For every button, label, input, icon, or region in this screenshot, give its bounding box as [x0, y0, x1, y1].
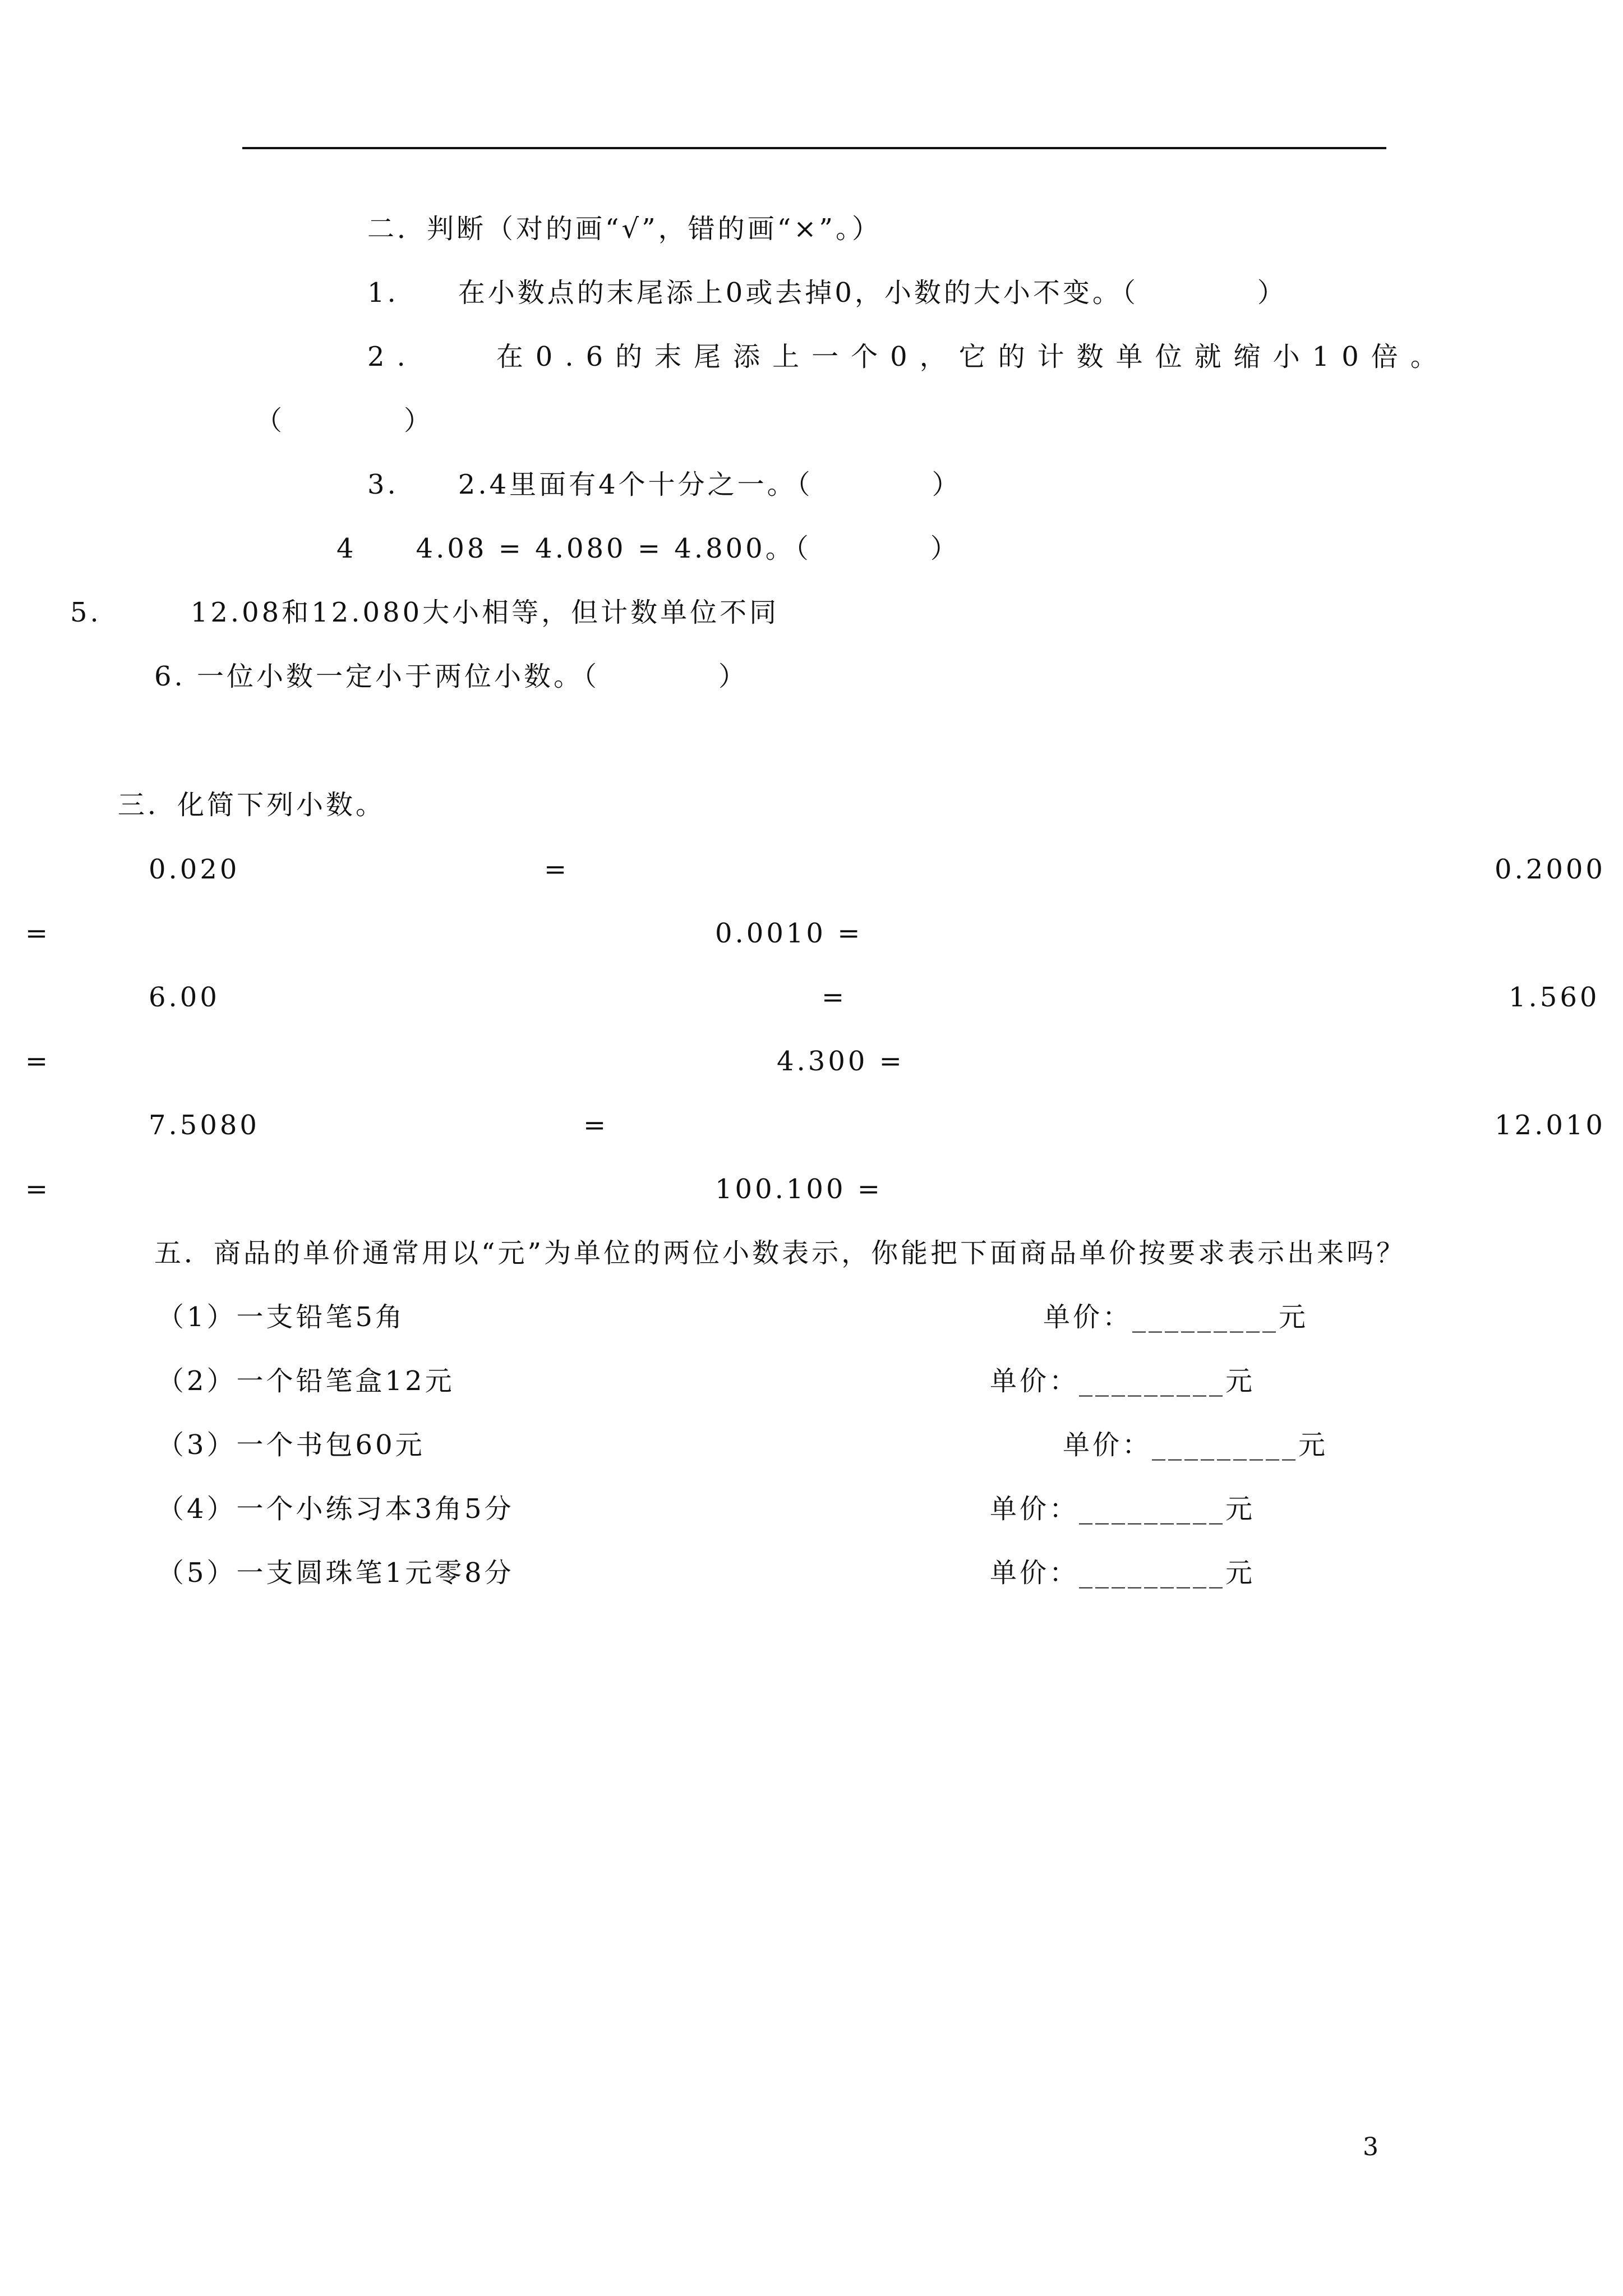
simplify-value: 6.00	[149, 982, 220, 1013]
section2-title: 二．判断（对的画“√”，错的画“×”。）	[367, 213, 882, 245]
simplify-value: 12.010	[1495, 1110, 1606, 1141]
section2-item-2-bracket: （ ）	[255, 405, 434, 436]
simplify-equals: =	[25, 918, 51, 949]
section2-item-2: 2. 在0.6的末尾添上一个0，它的计数单位就缩小10倍。	[367, 341, 1450, 372]
price-answer: 单价：_________元	[990, 1365, 1256, 1397]
section2-item-4: 4 4.08 = 4.080 = 4.800。（ ）	[336, 533, 960, 564]
simplify-equals: =	[25, 1046, 51, 1077]
price-item-label: （4）一个小练习本3角5分	[157, 1493, 514, 1525]
price-item-label: （3）一个书包60元	[157, 1429, 425, 1461]
price-answer: 单价：_________元	[990, 1493, 1256, 1525]
price-item-label: （1）一支铅笔5角	[157, 1301, 405, 1333]
simplify-equals: =	[822, 982, 847, 1013]
simplify-equals: =	[544, 854, 570, 885]
price-item-label: （2）一个铅笔盒12元	[157, 1365, 455, 1397]
simplify-value: 0.0010 =	[715, 918, 863, 949]
simplify-value: 0.020	[149, 854, 240, 885]
section2-item-6: 6. 一位小数一定小于两位小数。（ ）	[154, 661, 749, 692]
simplify-equals: =	[25, 1174, 51, 1205]
simplify-value: 100.100 =	[715, 1174, 883, 1205]
section2-item-1: 1. 在小数点的末尾添上0或去掉0，小数的大小不变。（ ）	[367, 277, 1287, 309]
price-answer: 单价：_________元	[990, 1557, 1256, 1589]
header-rule	[242, 147, 1386, 149]
section2-item-3: 3. 2.4里面有4个十分之一。（ ）	[367, 469, 962, 500]
simplify-value: 0.2000	[1495, 854, 1606, 885]
simplify-equals: =	[583, 1110, 609, 1141]
page-number: 3	[1363, 2133, 1378, 2161]
price-answer: 单价：_________元	[1063, 1429, 1329, 1461]
simplify-value: 4.300 =	[777, 1046, 905, 1077]
price-item-label: （5）一支圆珠笔1元零8分	[157, 1557, 514, 1589]
simplify-value: 1.560	[1509, 982, 1600, 1013]
simplify-value: 7.5080	[149, 1110, 260, 1141]
section3-title: 三．化简下列小数。	[118, 789, 386, 821]
section5-title: 五．商品的单价通常用以“元”为单位的两位小数表示，你能把下面商品单价按要求表示出来吗？	[154, 1237, 1407, 1269]
price-answer: 单价：_________元	[1043, 1301, 1309, 1333]
section2-item-5: 5. 12.08和12.080大小相等，但计数单位不同	[70, 597, 780, 628]
